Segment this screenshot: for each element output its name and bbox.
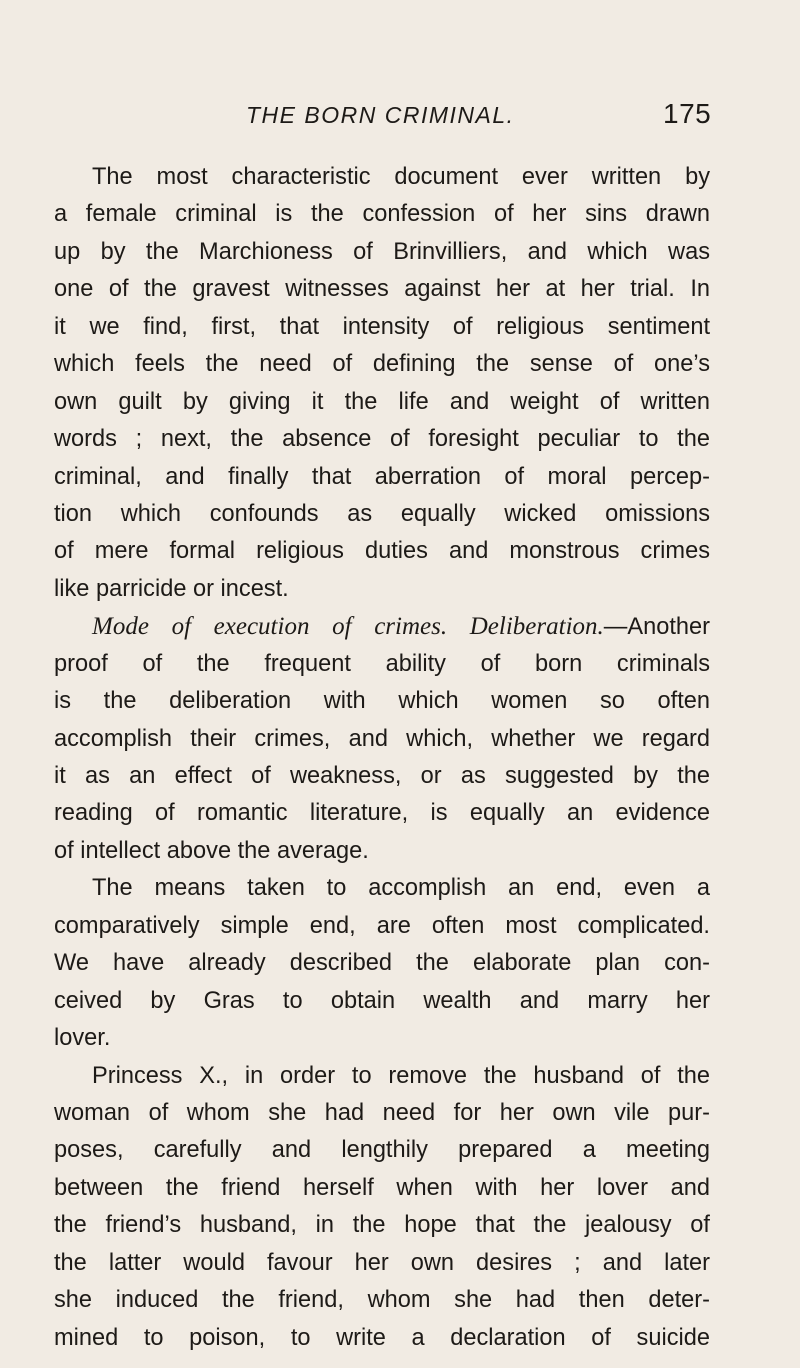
section-heading-line [54,608,710,645]
section-heading-continuation: —Another [603,614,710,641]
text-line: which feels the need of defining the sense of one’s [54,351,710,378]
body-text [54,159,710,1357]
text-line: like parricide or incest. [54,575,289,602]
text-line: she induced the friend, whom she had then deter- [54,1287,710,1314]
text-line: own guilt by giving it the life and weight of written [54,388,710,415]
text-line: tion which confounds as equally wicked omissions [54,500,710,527]
text-line: woman of whom she had need for her own vile pur- [54,1099,710,1126]
text-line: a female criminal is the confession of her sins drawn [54,201,710,228]
page-header [0,98,800,138]
text-line: of mere formal religious duties and monstrous crimes [54,538,710,565]
text-line: of intellect above the average. [54,837,369,864]
text-line: one of the gravest witnesses against her at her trial. In [54,276,710,303]
text-line: up by the Marchioness of Brinvilliers, and which was [54,238,710,265]
text-line: lover. [54,1025,111,1052]
text-line: words ; next, the absence of foresight peculiar to the [54,426,710,453]
text-line: We have already described the elaborate plan con- [54,950,710,977]
text-line: proof of the frequent ability of born criminals [54,650,710,677]
text-line: the latter would favour her own desires ; and later [54,1249,710,1276]
text-line: is the deliberation with which women so often [54,688,710,715]
text-line: The most characteristic document ever written by [92,164,710,190]
text-line: ceived by Gras to obtain wealth and marry her [54,987,710,1014]
text-line: it as an effect of weakness, or as suggested by the [54,763,710,789]
text-line: the friend’s husband, in the hope that the jealousy of [54,1212,710,1239]
text-line: it we find, first, that intensity of religious sentiment [54,313,710,340]
text-line: between the friend herself when with her lover and [54,1174,710,1201]
text-line: poses, carefully and lengthily prepared a meeting [54,1137,710,1164]
text-line: criminal, and finally that aberration of moral percep- [54,463,710,490]
text-line: comparatively simple end, are often most complicated. [54,912,710,939]
text-line: reading of romantic literature, is equally an evidence [54,800,710,827]
running-head: THE BORN CRIMINAL. [246,102,515,128]
section-heading: Mode of execution of crimes. Deliberation. [92,613,604,641]
text-line: Princess X., in order to remove the husband of the [92,1062,710,1089]
page-number: 175 [663,98,712,129]
text-line: accomplish their crimes, and which, whether we regard [54,725,710,752]
text-line: mined to poison, to write a declaration of suicide [54,1324,710,1351]
text-line: The means taken to accomplish an end, even a [92,875,710,902]
